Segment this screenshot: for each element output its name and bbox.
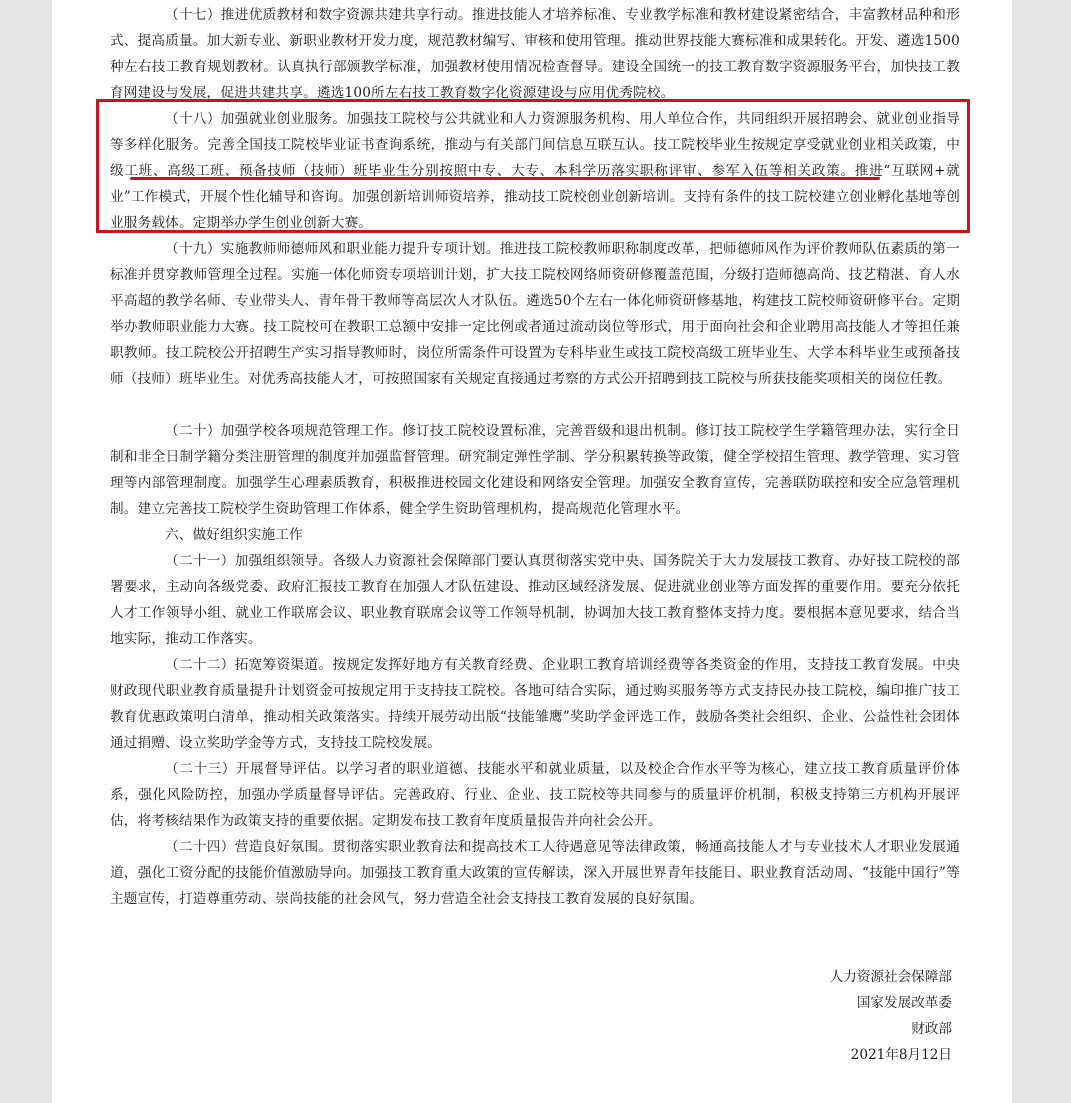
signature-org-ndrc: 国家发展改革委: [856, 995, 952, 1011]
paragraph-17: （十七）推进优质教材和数字资源共建共享行动。推进技能人才培养标准、专业教学标准和教材建设紧密结合，丰富教材品种和形式、提高质量。加大新专业、新职业教材开发力度，规范教材编写、审核和使用管理。推动世界技能大赛标准和成果转化。开发、遴选1500种左右技工教育规划教材。认真执行部颁教学标准，加强教材使用情况检查督导。建设全国统一的技工教育数字资源服务平台，加快技工教育网建设与发展，促进共建共享。遴选100所左右技工教育数字化资源建设与应用优秀院校。: [110, 7, 960, 101]
signature-org-hrss: 人力资源社会保障部: [829, 969, 952, 985]
document-page: [52, 0, 1012, 1103]
paragraph-22: （二十二）拓宽筹资渠道。按规定发挥好地方有关教育经费、企业职工教育培训经费等各类资金的作用，支持技工教育发展。中央财政现代职业教育质量提升计划资金可按规定用于支持技工院校。各地可结合实际，通过购买服务等方式支持民办技工院校，编印推广技工教育优惠政策明白清单，推动相关政策落实。持续开展劳动出版“技能雏鹰”奖助学金评选工作，鼓励各类社会组织、企业、公益性社会团体通过捐赠、设立奖助学金等方式，支持技工院校发展。: [110, 657, 960, 751]
paragraph-20: （二十）加强学校各项规范管理工作。修订技工院校设置标准，完善晋级和退出机制。修订技工院校学生学籍管理办法，实行全日制和非全日制学籍分类注册管理的制度并加强监督管理。研究制定弹性学制、学分积累转换等政策，健全学校招生管理、教学管理、实习管理等内部管理制度。加强学生心理素质教育，积极推进校园文化建设和网络安全管理。加强安全教育宣传，完善联防联控和安全应急管理机制。建立完善技工院校学生资助管理工作体系，健全学生资助管理机构，提高规范化管理水平。: [110, 423, 960, 517]
paragraph-23: （二十三）开展督导评估。以学习者的职业道德、技能水平和就业质量，以及校企合作水平等为核心，建立技工教育质量评价体系，强化风险防控，加强办学质量督导评估。完善政府、行业、企业、技工院校等共同参与的质量评价机制，积极支持第三方机构开展评估，将考核结果作为政策支持的重要依据。定期发布技工教育年度质量报告并向社会公开。: [110, 761, 960, 829]
paragraph-18: （十八）加强就业创业服务。加强技工院校与公共就业和人力资源服务机构、用人单位合作，共同组织开展招聘会、就业创业指导等多样化服务。完善全国技工院校毕业证书查询系统，推动与有关部门间信息互联互认。技工院校毕业生按规定享受就业创业相关政策，中级工班、高级工班、预备技师（技师）班毕业生分别按照中专、大专、本科学历落实职称评审、参军入伍等相关政策。推进“互联网+就业”工作模式，开展个性化辅导和咨询。加强创新培训师资培养，推动技工院校创业创新培训。支持有条件的技工院校建立创业孵化基地等创业服务载体。定期举办学生创业创新大赛。: [110, 111, 960, 231]
paragraph-19: （十九）实施教师师德师风和职业能力提升专项计划。推进技工院校教师职称制度改革，把师德师风作为评价教师队伍素质的第一标准并贯穿教师管理全过程。实施一体化师资专项培训计划，扩大技工院校网络师资研修覆盖范围，分级打造师德高尚、技艺精湛、育人水平高超的教学名师、专业带头人、青年骨干教师等高层次人才队伍。遴选50个左右一体化师资研修基地，构建技工院校师资研修平台。定期举办教师职业能力大赛。技工院校可在教职工总额中安排一定比例或者通过流动岗位等形式，用于面向社会和企业聘用高技能人才等担任兼职教师。技工院校公开招聘生产实习指导教师时，岗位所需条件可设置为专科毕业生或技工院校高级工班毕业生、大学本科毕业生或预备技师（技师）班毕业生。对优秀高技能人才，可按照国家有关规定直接通过考察的方式公开招聘到技工院校与所获技能奖项相关的岗位任教。: [110, 241, 960, 387]
paragraph-24: （二十四）营造良好氛围。贯彻落实职业教育法和提高技术工人待遇意见等法律政策，畅通高技能人才与专业技术人才职业发展通道，强化工资分配的技能价值激励导向。加强技工教育重大政策的宣传解读，深入开展世界青年技能日、职业教育活动周、“技能中国行”等主题宣传，打造尊重劳动、崇尚技能的社会风气，努力营造全社会支持技工教育发展的良好氛围。: [110, 839, 960, 907]
signature-date: 2021年8月12日: [850, 1047, 952, 1063]
signature-org-mof: 财政部: [911, 1021, 952, 1037]
section-heading-6: 六、做好组织实施工作: [165, 527, 303, 543]
paragraph-21: （二十一）加强组织领导。各级人力资源社会保障部门要认真贯彻落实党中央、国务院关于大力发展技工教育、办好技工院校的部署要求，主动向各级党委、政府汇报技工教育在加强人才队伍建设、推动区域经济发展、促进就业创业等方面发挥的重要作用。要充分依托人才工作领导小组、就业工作联席会议、职业教育联席会议等工作领导机制，协调加大技工教育整体支持力度。要根据本意见要求，结合当地实际，推动工作落实。: [110, 553, 960, 647]
